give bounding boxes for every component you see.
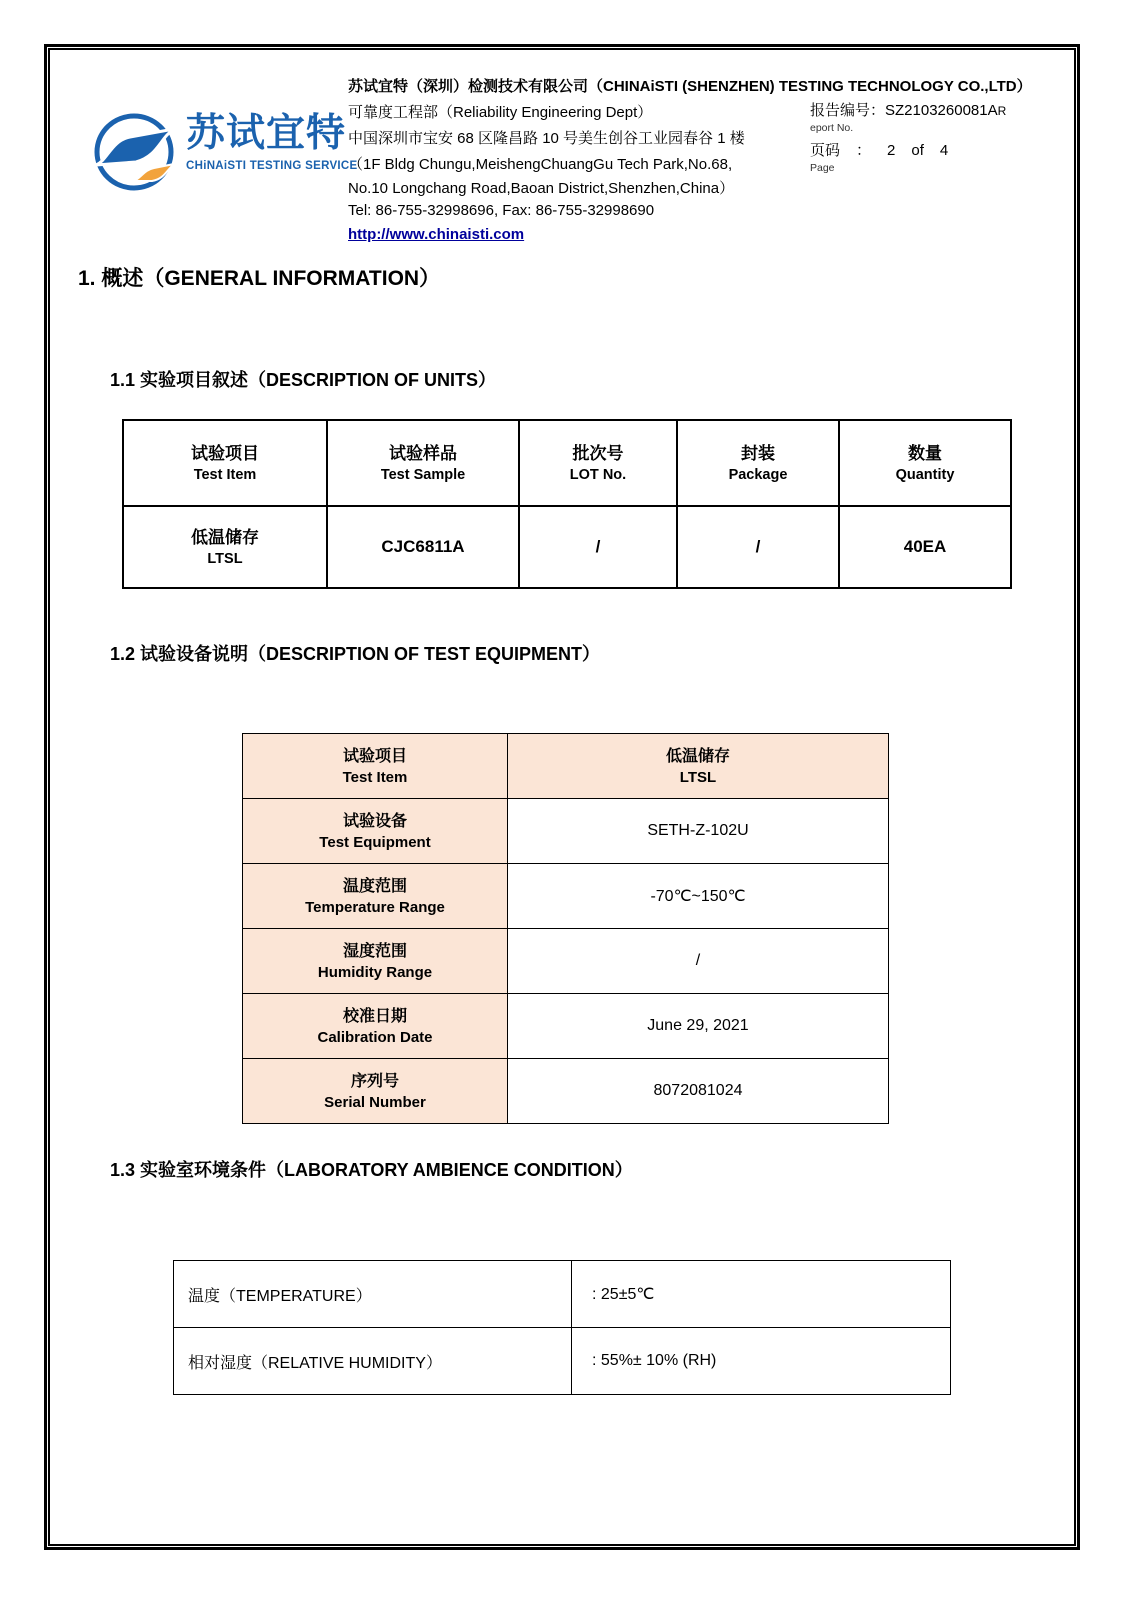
equipment-value-test-item: 低温储存 LTSL <box>508 734 889 799</box>
equipment-row-humidity-range <box>243 929 889 994</box>
equipment-label-temperature-range: 温度范围 Temperature Range <box>243 864 508 929</box>
department-line: 可靠度工程部（Reliability Engineering Dept） <box>348 104 653 121</box>
equipment-value-temperature-range: -70℃~150℃ <box>508 864 889 929</box>
ambience-label-temperature: 温度（TEMPERATURE） <box>174 1261 572 1328</box>
address-en-line1: （1F Bldg Chungu,MeishengChuangGu Tech Park,No.68, <box>348 156 733 173</box>
page-number: 页码 ： 2 of 4 <box>810 142 949 159</box>
equipment-label-equipment: 试验设备 Test Equipment <box>243 799 508 864</box>
units-cell-quantity: 40EA <box>839 506 1011 588</box>
report-meta <box>810 101 1006 175</box>
units-header-quantity: 数量 Quantity <box>839 420 1011 506</box>
equipment-table <box>242 733 889 1124</box>
equipment-label-serial-number: 序列号 Serial Number <box>243 1059 508 1124</box>
units-table-data-row <box>123 506 1011 588</box>
units-header-lot-no: 批次号 LOT No. <box>519 420 677 506</box>
report-number-label-en: eport No. <box>810 122 854 134</box>
equipment-label-calibration-date: 校准日期 Calibration Date <box>243 994 508 1059</box>
units-cell-test-sample: CJC6811A <box>327 506 519 588</box>
ambience-row-temperature <box>174 1261 951 1328</box>
company-name: 苏试宜特（深圳）检测技术有限公司（CHINAiSTI (SHENZHEN) TESTING TECHNOLOGY CO.,LTD） <box>348 78 1032 95</box>
ambience-label-relative-humidity: 相对湿度（RELATIVE HUMIDITY） <box>174 1328 572 1395</box>
equipment-row-temperature-range <box>243 864 889 929</box>
page-number-label-en: Page <box>810 162 835 174</box>
ambience-value-relative-humidity: : 55%± 10% (RH) <box>572 1328 951 1395</box>
section-1-title: 1. 概述（GENERAL INFORMATION） <box>78 267 441 290</box>
equipment-row-equipment <box>243 799 889 864</box>
equipment-row-serial-number <box>243 1059 889 1124</box>
tel-fax-line: Tel: 86-755-32998696, Fax: 86-755-32998690 <box>348 202 655 219</box>
section-1-2-title: 1.2 试验设备说明（DESCRIPTION OF TEST EQUIPMENT） <box>110 644 601 664</box>
units-cell-test-item: 低温储存 LTSL <box>123 506 327 588</box>
address-en-line2: No.10 Longchang Road,Baoan District,Shenzhen,China） <box>348 180 735 197</box>
website-link[interactable]: http://www.chinaisti.com <box>348 226 525 243</box>
units-header-test-sample: 试验样品 Test Sample <box>327 420 519 506</box>
logo-name-cn: 苏试宜特 <box>186 112 347 155</box>
chinaisti-logo-icon <box>92 108 180 199</box>
equipment-value-equipment: SETH-Z-102U <box>508 799 889 864</box>
section-1-1-title: 1.1 实验项目叙述（DESCRIPTION OF UNITS） <box>110 370 497 390</box>
equipment-row-calibration-date <box>243 994 889 1059</box>
logo-tagline: CHiNAiSTI TESTING SERVICE <box>186 159 358 172</box>
equipment-value-calibration-date: June 29, 2021 <box>508 994 889 1059</box>
address-cn: 中国深圳市宝安 68 区隆昌路 10 号美生创谷工业园春谷 1 楼 <box>348 130 745 147</box>
company-logo <box>92 108 358 199</box>
units-header-package: 封装 Package <box>677 420 839 506</box>
ambience-table <box>173 1260 951 1395</box>
units-table <box>122 419 1012 589</box>
report-number: 报告编号：SZ2103260081AR <box>810 102 1007 119</box>
units-cell-package: / <box>677 506 839 588</box>
units-header-test-item: 试验项目 Test Item <box>123 420 327 506</box>
section-1-3-title: 1.3 实验室环境条件（LABORATORY AMBIENCE CONDITION） <box>110 1160 633 1180</box>
ambience-value-temperature: : 25±5℃ <box>572 1261 951 1328</box>
equipment-value-humidity-range: / <box>508 929 889 994</box>
units-table-header-row <box>123 420 1011 506</box>
equipment-row-test-item <box>243 734 889 799</box>
equipment-label-test-item: 试验项目 Test Item <box>243 734 508 799</box>
ambience-row-relative-humidity <box>174 1328 951 1395</box>
equipment-value-serial-number: 8072081024 <box>508 1059 889 1124</box>
units-cell-lot-no: / <box>519 506 677 588</box>
equipment-label-humidity-range: 湿度范围 Humidity Range <box>243 929 508 994</box>
